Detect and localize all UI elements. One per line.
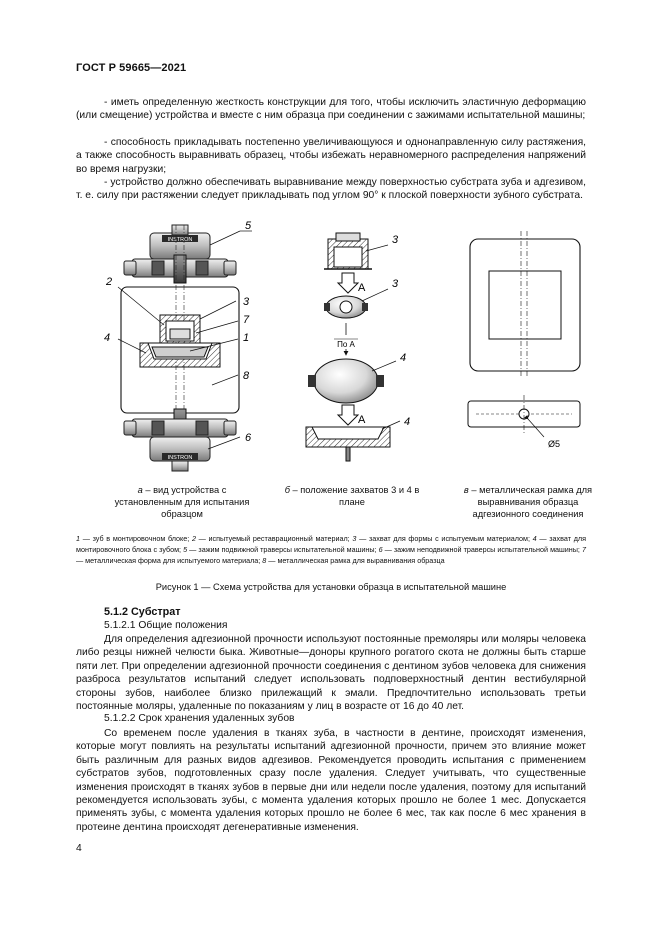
label-4: 4 — [104, 332, 111, 344]
caption-c — [452, 484, 604, 520]
figure-1 — [0, 215, 661, 525]
legend-num-6: 6 — [378, 544, 383, 554]
label-6: 6 — [245, 432, 252, 444]
subsection-heading-2: 5.1.2.2 Срок хранения удаленных зубов — [104, 713, 295, 724]
legend-num-5: 5 — [183, 544, 188, 554]
legend-num-1: 1 — [76, 534, 80, 543]
legend-num-4: 4 — [532, 534, 537, 543]
grips-plan-drawing — [306, 233, 410, 461]
intro-item-2: - способность прикладывать постепенно увеличивающуюся и однонаправленную силу растяжения, а также способность выравнивать образец, чтобы избежать неравномерного распределения напряжений во время нагрузки; — [76, 137, 586, 175]
label-8: 8 — [243, 370, 250, 382]
figure-legend — [76, 534, 586, 566]
metal-frame-drawing — [468, 231, 580, 449]
fixed-crosshead-clamp — [124, 409, 236, 471]
material-mold-holder — [160, 315, 200, 343]
legend-text-8: — металлическая рамка для выравнивания образца — [266, 555, 445, 565]
movable-crosshead-clamp — [124, 225, 236, 283]
caption-b-text: – положение захватов 3 и 4 в плане — [289, 485, 420, 507]
figure-title: Рисунок 1 — Схема устройства для установки образца в испытательной машине — [155, 582, 507, 592]
legend-text-5: — зажим подвижной траверсы испытательной машины; — [187, 544, 379, 554]
legend-num-7: 7 — [581, 544, 586, 554]
caption-a-text: – вид устройства с установленным для испытания образцом — [114, 485, 250, 519]
device-assembly-drawing — [104, 220, 252, 471]
caption-c-letter: в — [463, 485, 469, 495]
caption-b — [282, 484, 422, 508]
legend-num-8: 8 — [262, 555, 267, 565]
legend-text-1: — зуб в монтировочном блоке; — [80, 534, 192, 543]
intro-item-1: - иметь определенную жесткость конструкции для того, чтобы исключить эластичную деформацию (или смещение) устройства и вместе с ним образца при соединении с зажимами испытательной машины; — [76, 97, 586, 122]
label-7: 7 — [243, 314, 250, 326]
instron-top-label: INSTRON — [167, 237, 193, 243]
arrow-a-label: A — [358, 282, 366, 294]
arrow-a2-label: A — [358, 414, 366, 426]
paragraph-2: Со временем после удаления в тканях зуба, в частности в дентине, происходят изменения, которые могут повлиять на результаты испытаний адгезионной прочности, причем это влияние может быть различным для разных видов адгезивов. Рекомендуется проводить испытания с применением субстратов зубов, подготовленных сразу после удаления. Следует учитывать, что существенные изменения происходят в тканях зубов в первые дни или недели после удаления, поэтому для испытаний рекомендуется использовать зубы, с момента удаления которых прошло не более 1 мес. Допускается применять зубы, с момента удаления которых прошло не более 6 мес, так как после 6 мес хранения в протеине дентина происходят дегенеративные изменения. — [76, 728, 586, 833]
label-b-3a: 3 — [392, 234, 399, 246]
legend-text-4: — захват для монтировочного блока с зубом; — [76, 534, 586, 554]
legend-text-7: — металлическая форма для испытуемого материала; — [76, 555, 263, 565]
legend-text-6: — зажим неподвижной траверсы испытательной машины; — [382, 544, 582, 554]
standard-header: ГОСТ Р 59665—2021 — [76, 62, 187, 74]
label-5: 5 — [245, 220, 252, 232]
diameter-label: Ø5 — [548, 439, 561, 449]
label-3: 3 — [243, 296, 250, 308]
caption-a — [112, 484, 252, 520]
intro-item-3: - устройство должно обеспечивать выравнивание между поверхностью субстрата зуба и адгезивом, т. е. силу при растяжении следует прикладывать под углом 90° к плоской поверхности зубного субстрата. — [76, 177, 586, 202]
caption-a-letter: а — [137, 485, 143, 495]
label-1: 1 — [243, 332, 250, 344]
label-b-4a: 4 — [400, 352, 407, 364]
legend-num-3: 3 — [352, 534, 357, 543]
legend-num-2: 2 — [191, 534, 196, 543]
label-b-4b: 4 — [404, 416, 411, 428]
legend-text-2: — испытуемый реставрационный материал; — [195, 534, 353, 543]
paragraph-1: Для определения адгезионной прочности используют постоянные премоляры или моляры человека либо резцы нижней челюсти быка. Животные—доноры крупного рогатого скота не должны быть старше пяти лет. При определении адгезионной прочности соединения с дентином зубов человека для снижения разброса результатов испытаний следует использовать подповерхностный дентин вестибулярной стороны зубов, наиболее близко прилежащий к эмали. Предпочтительно использовать третьи постоянные моляры, удаленные по показаниям у лиц в возрасте от 16 до 40 лет. — [76, 634, 586, 713]
label-b-3b: 3 — [392, 278, 399, 290]
caption-c-text: – металлическая рамка для выравнивания образца адгезионного соединения — [468, 485, 593, 519]
caption-b-letter: б — [284, 485, 290, 495]
po-a-label: По А — [337, 340, 355, 349]
instron-bottom-label: INSTRON — [167, 455, 193, 461]
legend-text-3: — захват для формы с испытуемым материалом; — [356, 534, 533, 543]
label-2: 2 — [106, 276, 113, 288]
section-heading: 5.1.2 Субстрат — [104, 606, 181, 618]
subsection-heading-1: 5.1.2.1 Общие положения — [104, 620, 228, 631]
page-number: 4 — [76, 843, 82, 854]
